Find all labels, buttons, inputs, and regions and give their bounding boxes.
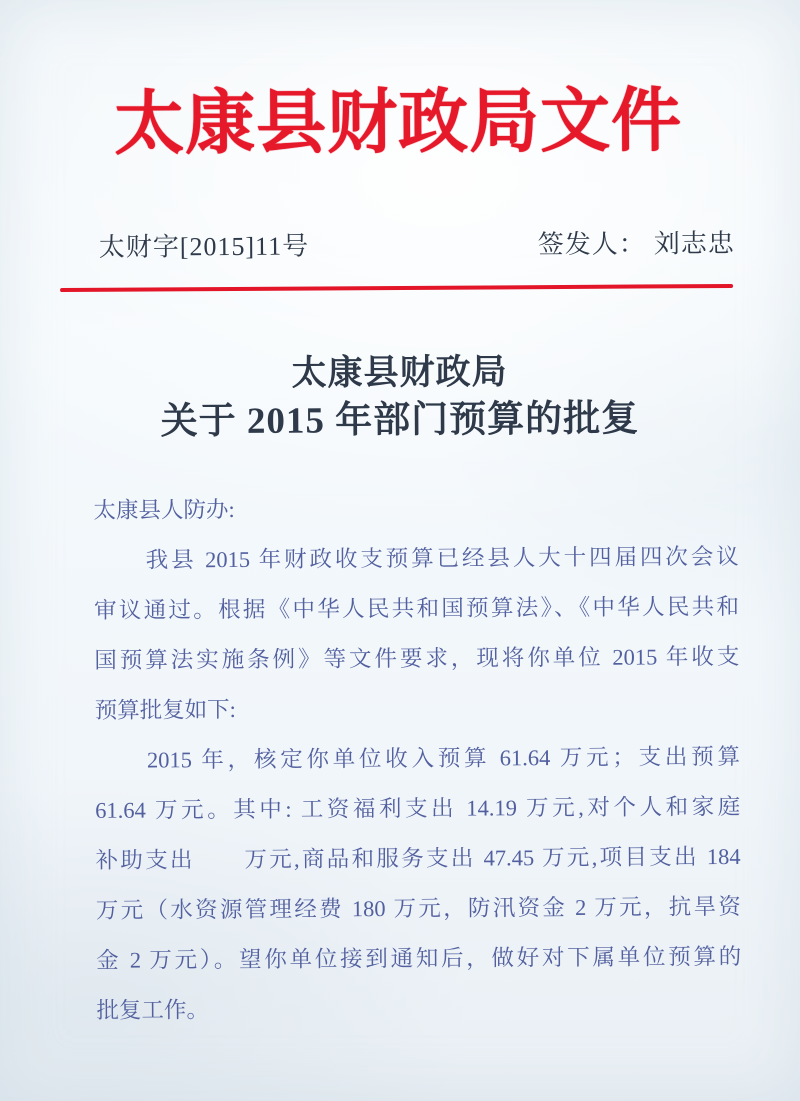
body-line: 补助支出 万元,商品和服务支出 47.45 万元,项目支出 184 (95, 843, 741, 873)
doc-number: 太财字[2015]11号 (98, 231, 310, 262)
document-title-line1: 太康县财政局 (291, 352, 508, 393)
issuer-name: 刘志忠 (653, 228, 735, 259)
letterhead-title: 太康县财政局文件 (113, 83, 683, 164)
body-line: 61.64 万元。其中: 工资福利支出 14.19 万元,对个人和家庭 (95, 793, 741, 823)
body-line: 金 2 万元）。望你单位接到通知后，做好对下属单位预算的 (96, 943, 742, 973)
issuer (538, 226, 735, 263)
document-title (0, 348, 800, 449)
body-line-salutation: 太康县人防办: (93, 497, 235, 523)
body-line: 我县 2015 年财政收支预算已经县人大十四届四次会议 (145, 543, 739, 573)
body-line: 预算批复如下: (94, 697, 236, 723)
issuer-label: 签发人： (537, 229, 646, 260)
body-line: 国预算法实施条例》等文件要求，现将你单位 2015 年收支 (94, 643, 740, 673)
document-title-line2: 关于 2015 年部门预算的批复 (160, 398, 640, 443)
document-meta-row (99, 226, 735, 266)
body-line: 万元（水资源管理经费 180 万元，防汛资金 2 万元，抗旱资 (95, 893, 741, 923)
body-line: 审议通过。根据《中华人民共和国预算法》、《中华人民共和 (93, 593, 740, 623)
body-line-closing: 批复工作。 (96, 997, 210, 1023)
document-body (93, 482, 741, 1036)
body-line: 2015 年，核定你单位收入预算 61.64 万元；支出预算 (146, 743, 741, 773)
red-divider-line (60, 284, 733, 292)
